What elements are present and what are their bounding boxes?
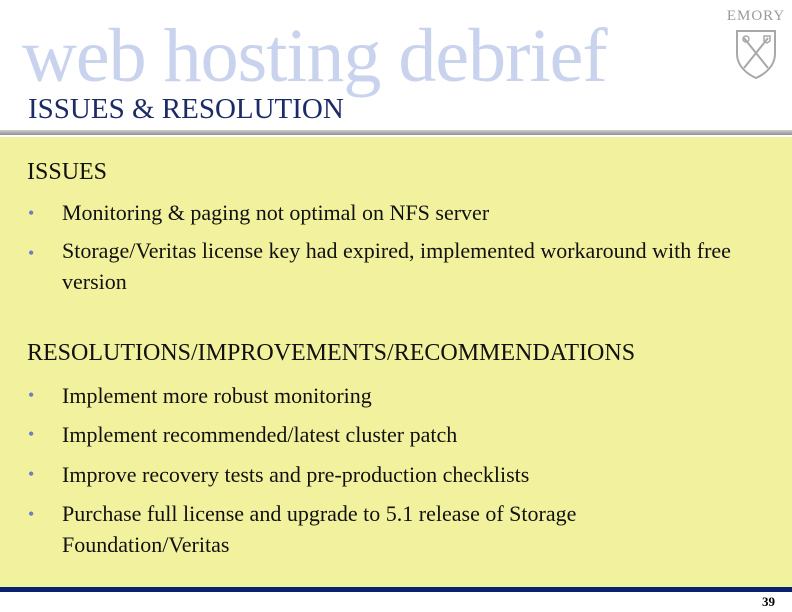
resolutions-heading: RESOLUTIONS/IMPROVEMENTS/RECOMMENDATIONS [27,340,636,366]
resolution-item: Improve recovery tests and pre-production checklists [62,462,530,487]
emory-logo-text: EMORY [726,8,786,24]
resolution-item: Implement recommended/latest cluster patch [62,422,458,447]
emory-logo [726,8,786,82]
bullet-icon: • [28,243,35,263]
emory-shield-icon [734,28,778,80]
background-title: web hosting debrief [22,14,607,98]
slide-content [0,137,792,587]
page-number: 39 [762,594,775,609]
slide-subtitle: ISSUES & RESOLUTION [28,93,344,125]
footer-bar [0,587,792,592]
issue-item: Storage/Veritas license key had expired, implemented workaround with free version [62,238,731,294]
bullet-icon: • [28,424,35,444]
bullet-icon: • [28,464,35,484]
bullet-icon: • [28,385,35,405]
resolution-item: Purchase full license and upgrade to 5.1 release of Storage Foundation/Veritas [62,501,577,557]
bullet-icon: • [28,504,35,524]
header-divider [0,130,792,135]
bullet-icon: • [28,203,35,223]
resolution-item: Implement more robust monitoring [62,383,372,408]
issue-item: Monitoring & paging not optimal on NFS server [62,200,490,225]
issues-heading: ISSUES [27,159,108,185]
